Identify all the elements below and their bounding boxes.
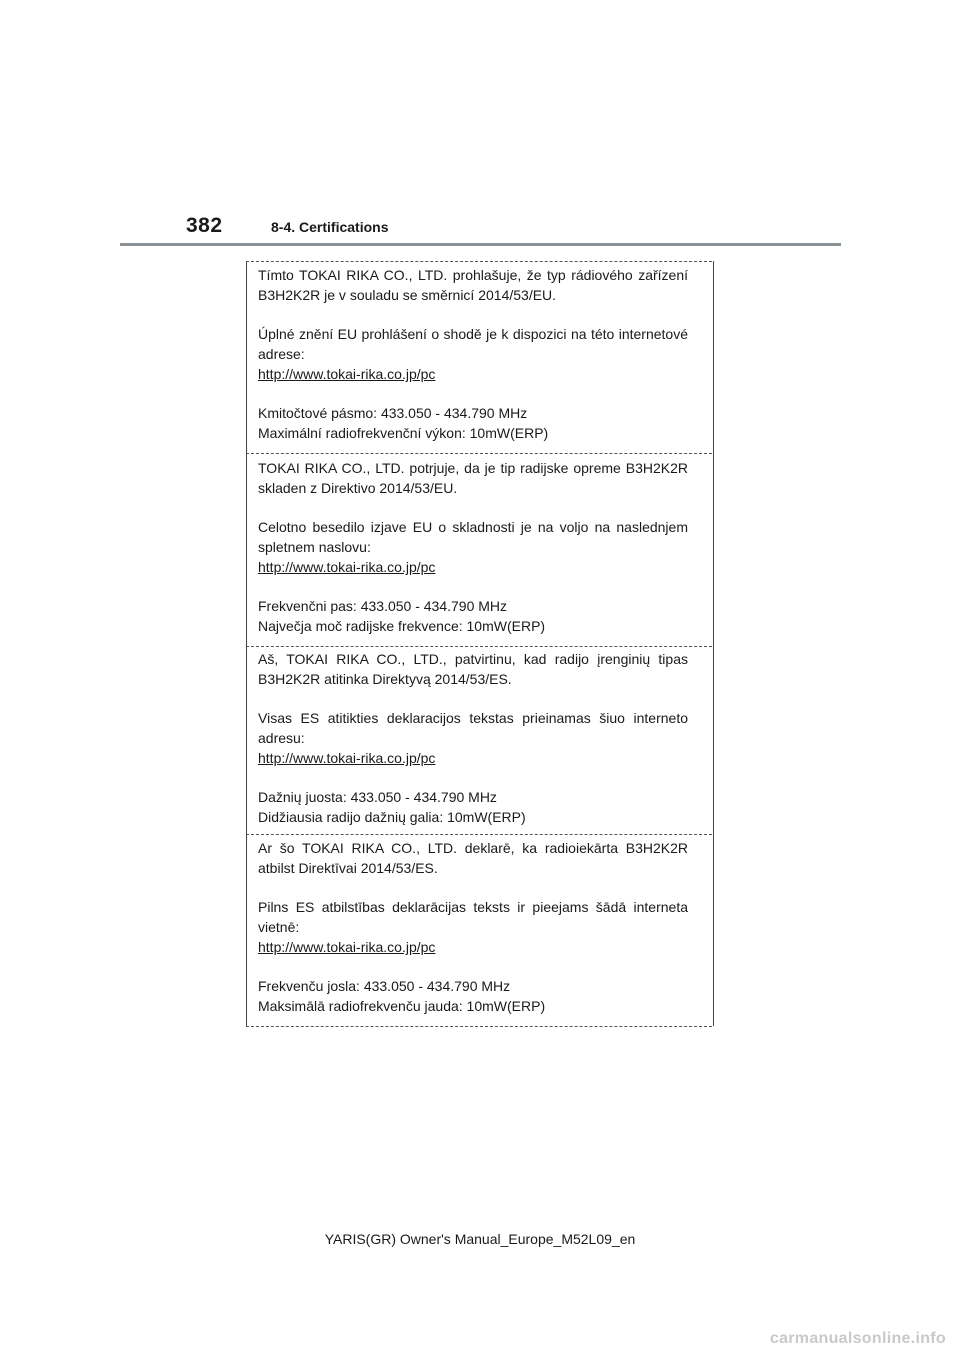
max-power: Maksimālā radiofrekvenču jauda: 10mW(ERP) xyxy=(258,998,546,1014)
section-divider xyxy=(246,646,712,647)
page-number: 382 xyxy=(186,214,223,237)
tokai-rika-link[interactable]: http://www.tokai-rika.co.jp/pc xyxy=(258,939,436,955)
declaration-lithuanian xyxy=(258,649,688,827)
frequency-band: Frekvenču josla: 433.050 - 434.790 MHz xyxy=(258,978,511,994)
section-title: 8-4. Certifications xyxy=(271,219,389,235)
fulltext-availability: Pilns ES atbilstības deklarācijas teksts ir pieejams šādā interneta vietnē: xyxy=(258,899,688,935)
declaration-slovenian xyxy=(258,458,688,636)
frequency-band: Dažnių juosta: 433.050 - 434.790 MHz xyxy=(258,789,497,805)
tokai-rika-link[interactable]: http://www.tokai-rika.co.jp/pc xyxy=(258,750,436,766)
fulltext-availability: Celotno besedilo izjave EU o skladnosti je na voljo na naslednjem spletnem naslovu: xyxy=(258,519,688,555)
footer-manual-id: YARIS(GR) Owner's Manual_Europe_M52L09_en xyxy=(324,1231,636,1247)
tokai-rika-link[interactable]: http://www.tokai-rika.co.jp/pc xyxy=(258,559,436,575)
declaration-latvian xyxy=(258,838,688,1016)
max-power: Didžiausia radijo dažnių galia: 10mW(ERP) xyxy=(258,809,526,825)
declaration-text: Aš, TOKAI RIKA CO., LTD., patvirtinu, kad radijo įrenginių tipas B3H2K2R atitinka Direktyvą 2014/53/ES. xyxy=(258,651,688,687)
frequency-band: Kmitočtové pásmo: 433.050 - 434.790 MHz xyxy=(258,405,528,421)
max-power: Maximální radiofrekvenční výkon: 10mW(ERP) xyxy=(258,425,549,441)
max-power: Največja moč radijske frekvence: 10mW(ERP) xyxy=(258,618,546,634)
section-divider xyxy=(246,453,712,454)
section-divider xyxy=(246,261,712,262)
fulltext-availability: Visas ES atitikties deklaracijos tekstas prieinamas šiuo interneto adresu: xyxy=(258,710,688,746)
tokai-rika-link[interactable]: http://www.tokai-rika.co.jp/pc xyxy=(258,366,436,382)
declaration-text: TOKAI RIKA CO., LTD. potrjuje, da je tip radijske opreme B3H2K2R skladen z Direktivo 2014/53/EU. xyxy=(258,460,688,496)
fulltext-availability: Úplné znění EU prohlášení o shodě je k dispozici na této internetové adrese: xyxy=(258,326,688,362)
declaration-text: Ar šo TOKAI RIKA CO., LTD. deklarē, ka radioiekārta B3H2K2R atbilst Direktīvai 2014/53/ES. xyxy=(258,840,688,876)
watermark: carmanualsonline.info xyxy=(769,1330,946,1347)
header-rule xyxy=(120,243,841,246)
declaration-czech xyxy=(258,265,688,443)
declaration-text: Tímto TOKAI RIKA CO., LTD. prohlašuje, že typ rádiového zařízení B3H2K2R je v souladu se směrnicí 2014/53/EU. xyxy=(258,267,688,303)
section-divider xyxy=(246,1026,712,1027)
section-divider xyxy=(246,834,712,835)
frequency-band: Frekvenčni pas: 433.050 - 434.790 MHz xyxy=(258,598,508,614)
